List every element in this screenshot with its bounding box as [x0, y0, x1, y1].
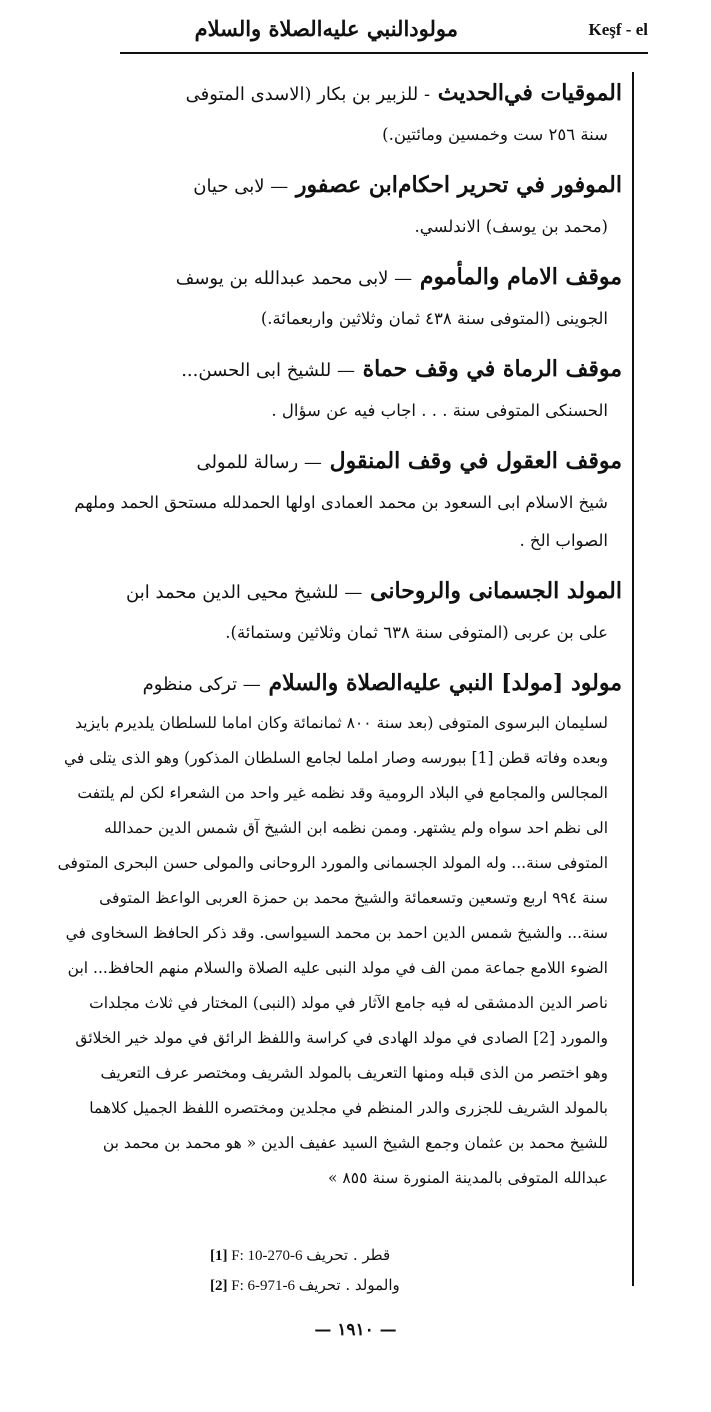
- header-book-name: Keşf - el: [588, 20, 648, 39]
- header-rule: [120, 52, 648, 54]
- column-rule: [632, 72, 634, 1286]
- entry-title: مولود [مولد] النبي عليه‌الصلاة والسلام: [268, 670, 622, 696]
- entry: [54, 662, 622, 1196]
- entry: [54, 348, 622, 430]
- entry-author: — للشيخ محيى الدين محمد ابن: [126, 582, 363, 603]
- entry-author: — للشيخ ابى الحسن...: [181, 360, 355, 381]
- entry: [54, 164, 622, 246]
- entry: [54, 256, 622, 338]
- entry-body: الحسنكى المتوفى سنة . . . اجاب فيه عن سؤال .: [271, 401, 608, 420]
- entry-title: موقف الامام والمأموم: [419, 264, 622, 290]
- entry-title: الموقيات في‌الحديث: [437, 80, 622, 106]
- entry: [54, 570, 622, 652]
- footnote-mark: [2]: [210, 1278, 228, 1294]
- entry-heading: [54, 164, 622, 208]
- entry-heading: [54, 570, 622, 614]
- entry: [54, 72, 622, 154]
- entry-body: الجوينى (المتوفى سنة ٤٣٨ ثمان وثلاثين واربعمائة.): [260, 309, 608, 328]
- entry-author: — رسالة للمولى: [196, 452, 322, 473]
- entry-body: شيخ الاسلام ابى السعود بن محمد العمادى اولها الحمدلله مستحق الحمد وملهم الصواب الخ .: [74, 493, 608, 550]
- footnotes: [210, 1240, 510, 1300]
- footnote: [210, 1240, 510, 1270]
- footnote-ref: F: 6-971-6: [231, 1278, 295, 1294]
- entry-title: موقف الرماة في وقف حماة: [362, 356, 622, 382]
- header-title: مولودالنبي عليه‌الصلاة والسلام: [194, 16, 458, 41]
- entry-body: (محمد بن يوسف) الاندلسي.: [414, 217, 608, 236]
- entry-body: سنة ٢٥٦ ست وخمسين ومائتين.): [382, 125, 608, 144]
- entry-author: — لابى محمد عبدالله بن يوسف: [175, 268, 413, 289]
- entry-heading: [54, 662, 622, 706]
- entry-title: موقف العقول في وقف المنقول: [329, 448, 622, 474]
- entry: [54, 440, 622, 560]
- footnote: [210, 1270, 510, 1300]
- entry-title: الموفور في تحرير احكام‌ابن عصفور: [295, 172, 622, 198]
- footnote-mark: [1]: [210, 1248, 228, 1264]
- entry-heading: [54, 72, 622, 116]
- entry-heading: [54, 256, 622, 300]
- entry-heading: [54, 440, 622, 484]
- entry-author: - للزبير بن بكار (الاسدى المتوفى: [185, 84, 431, 105]
- running-header: [120, 14, 648, 54]
- entry-heading: [54, 348, 622, 392]
- entry-title: المولد الجسمانى والروحانى: [370, 578, 622, 604]
- entry-author: — لابى حيان: [193, 176, 289, 197]
- entry-body: لسليمان البرسوى المتوفى (بعد سنة ٨٠٠ ثمانمائة وكان اماما للسلطان يلديرم بايزيد وبعده وفاته قطن [1] ببورسه وصار املما لجامع السلطان المذكور) وهو الذى يتلى في المجالس والمجامع في البلاد الرومية وقد نظمه غير واحد من الشعراء لكن لم يلتفت الى نظم احد سواه ولم يشتهر. وممن نظمه ابن الشيخ آق شمس الدين حمدالله المتوفى سنة... وله المولد الجسمانى والمورد الروحانى والمولى حسن البحرى المتوفى سنة ٩٩٤ اربع وتسعين وتسعمائة والشيخ محمد بن حمزة العربى الواعظ المتوفى سنة... والشيخ شمس الدين احمد بن محمد السيواسى. وقد ذكر الحافظ السخاوى في الضوء اللامع جماعة ممن الف في مولد النبى عليه الصلاة والسلام منهم الحافظ... ابن ناصر الدين الدمشقى له فيه جامع الآثار في مولد (النبى) المختار في ثلاث مجلدات والمورد [2] الصادى في مولد الهادى في كراسة واللفظ الرائق في مولد خير الخلائق وهو اختصر من الذى قبله ومنها التعريف بالمولد الشريف ومختصر عرف التعريف بالمولد الشريف للجزرى والدر المنظم في مجلدين ومختصره اللفظ الجميل كلاهما للشيخ محمد بن عثمان وجمع الشيخ السيد عفيف الدين « هو محمد بن محمد بن عبدالله المتوفى بالمدينة المنورة سنة ٨٥٥ »: [57, 714, 608, 1187]
- entry-author: — تركى منظوم: [142, 674, 261, 695]
- footnote-text: قطر . تحريف: [306, 1246, 391, 1264]
- footnote-ref: F: 10-270-6: [231, 1248, 303, 1264]
- entries-column: [54, 72, 622, 1206]
- footnote-text: والمولد . تحريف: [298, 1276, 400, 1294]
- page-number: — ١٩١٠ —: [314, 1320, 397, 1340]
- entry-body: على بن عربى (المتوفى سنة ٦٣٨ ثمان وثلاثين وستمائة).: [225, 623, 608, 642]
